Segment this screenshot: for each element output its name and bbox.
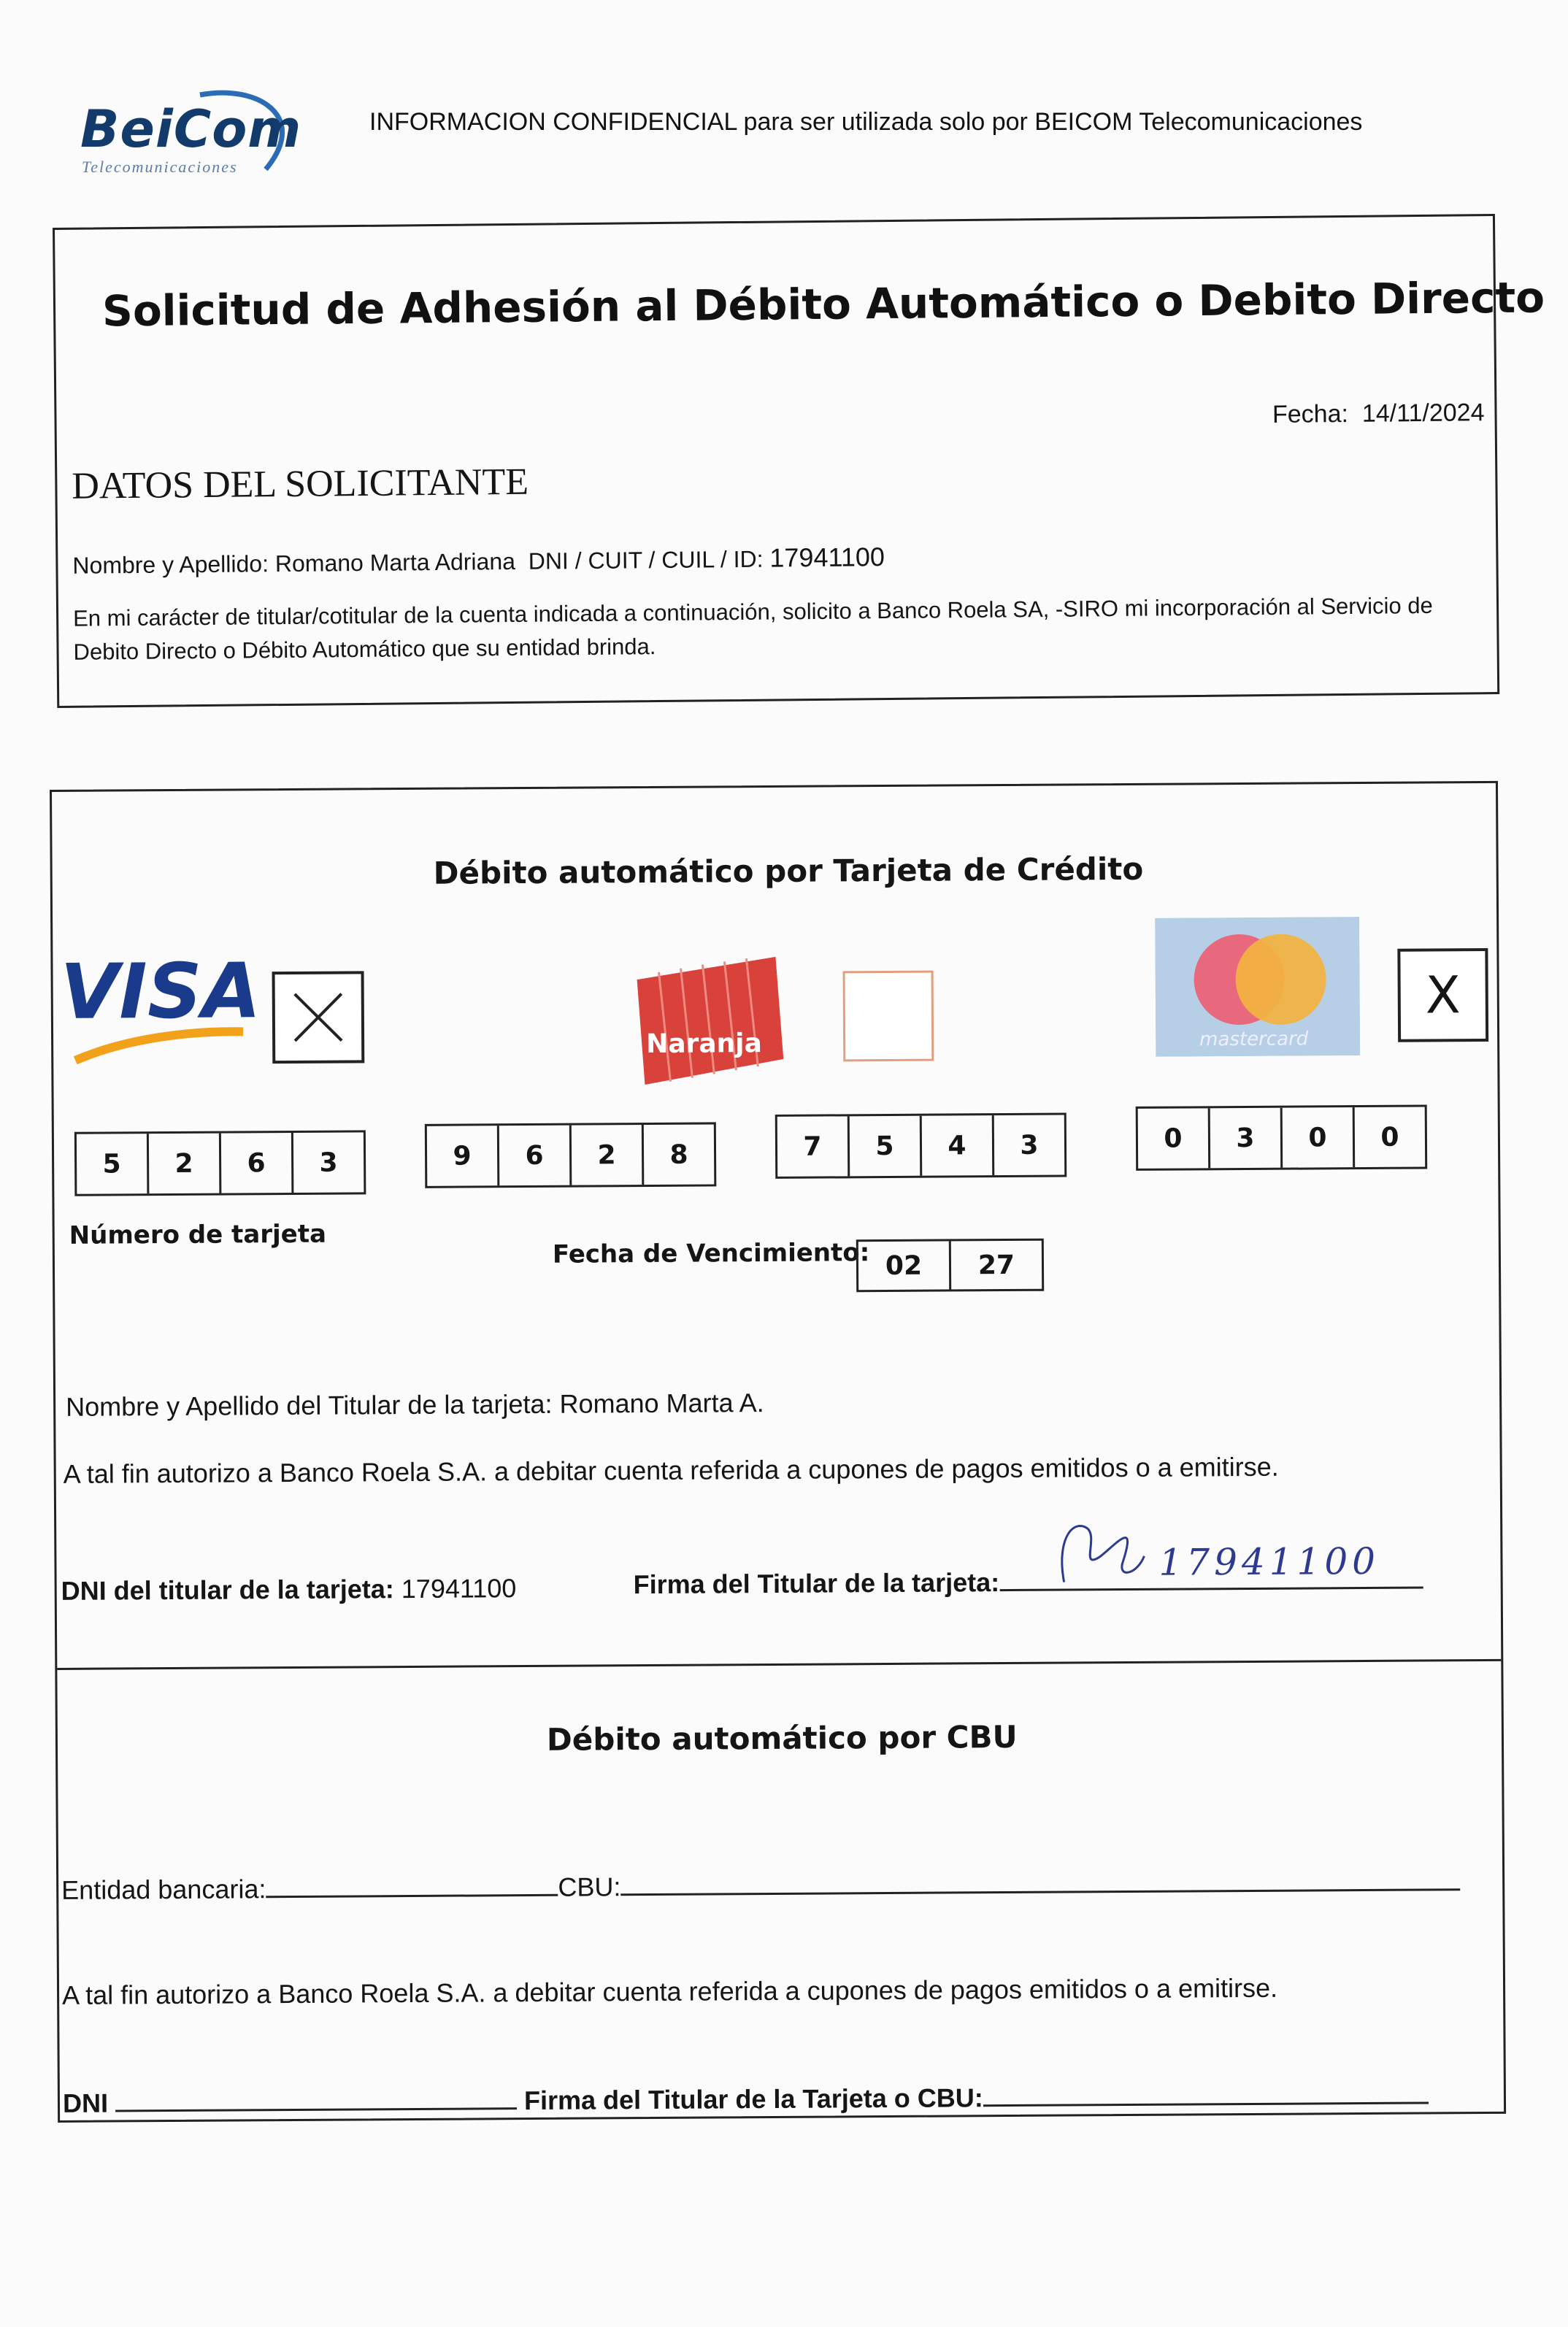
card-number-group-3[interactable] (775, 1113, 1067, 1179)
cbu-title: Débito automático por CBU (546, 1718, 1018, 1758)
confidential-notice: INFORMACION CONFIDENCIAL para ser utilizada solo por BEICOM Telecomunicaciones (369, 108, 1363, 136)
beicom-logo (76, 88, 310, 182)
card-digit: 5 (848, 1116, 920, 1177)
cbu-authorize-text: A tal fin autorizo a Banco Roela S.A. a debitar cuenta referida a cupones de pagos emitidos o a emitirse. (61, 1972, 1278, 2010)
svg-text:mastercard: mastercard (1199, 1028, 1309, 1051)
id-value: 17941100 (769, 542, 885, 573)
card-digit: 0 (1164, 1123, 1183, 1154)
card-digit: 2 (569, 1125, 642, 1185)
form-title: Solicitud de Adhesión al Débito Automático o Debito Directo (101, 272, 1545, 336)
bank-input-line[interactable] (266, 1868, 558, 1898)
date-value: 14/11/2024 (1361, 399, 1485, 428)
bank-label: Entidad bancaria: (61, 1874, 266, 1905)
card-digit: 3 (1208, 1108, 1280, 1169)
card-digit: 8 (642, 1124, 714, 1185)
logo-subtitle: Telecomunicaciones (82, 158, 238, 176)
name-value: Romano Marta Adriana (274, 547, 516, 577)
naranja-checkbox[interactable] (843, 971, 934, 1062)
cbu-dni-label: DNI (62, 2088, 109, 2118)
cbu-signature-underline[interactable] (983, 2075, 1429, 2107)
card-number-group-1[interactable] (74, 1130, 366, 1196)
name-label: Nombre y Apellido: (72, 550, 269, 579)
card-digit: 0 (1353, 1107, 1425, 1168)
card-number-group-4[interactable] (1136, 1104, 1428, 1170)
visa-checkbox[interactable] (272, 971, 365, 1064)
svg-text:Naranja: Naranja (646, 1028, 763, 1060)
card-digit: 2 (147, 1134, 219, 1194)
holder-value: Romano Marta A. (559, 1388, 764, 1419)
card-holder-dni (61, 1573, 517, 1607)
naranja-logo (629, 957, 786, 1085)
section-heading: DATOS DEL SOLICITANTE (72, 461, 529, 507)
card-digit: 7 (803, 1131, 822, 1162)
section-divider (57, 1659, 1501, 1670)
applicant-name-line (72, 542, 885, 580)
bank-cbu-line[interactable] (61, 1862, 1460, 1906)
date-field (1272, 399, 1485, 429)
card-digit: 3 (291, 1132, 364, 1193)
x-mark-icon (289, 988, 347, 1047)
card-digit: 4 (920, 1115, 992, 1176)
card-number-label: Número de tarjeta (69, 1219, 327, 1250)
logo-text: BeiCom (80, 99, 302, 159)
svg-text:VISA: VISA (60, 949, 261, 1036)
expiry-field[interactable] (856, 1239, 1044, 1293)
card-digit: 6 (219, 1133, 291, 1193)
debit-section (50, 781, 1506, 2123)
dni-input-line[interactable] (115, 2081, 517, 2112)
card-dni-label: DNI del titular de la tarjeta: (61, 1574, 394, 1606)
cbu-label: CBU: (558, 1872, 621, 1902)
applicant-section (53, 214, 1545, 708)
id-label: DNI / CUIT / CUIL / ID: (528, 545, 764, 574)
card-digit: 5 (102, 1148, 121, 1180)
card-authorize-text: A tal fin autorizo a Banco Roela S.A. a debitar cuenta referida a cupones de pagos emitidos o a emitirse. (63, 1451, 1279, 1489)
expiry-label: Fecha de Vencimiento: (552, 1238, 870, 1269)
visa-logo (60, 950, 294, 1075)
card-dni-value: 17941100 (401, 1573, 517, 1604)
expiry-month: 02 (885, 1250, 923, 1281)
declaration-text: En mi carácter de titular/cotitular de la cuenta indicada a continuación, solicito a Banco Roela SA, -SIRO mi incorporación al Servicio de Debito Directo o Débito Automático que su entidad brinda. (72, 592, 1433, 665)
card-digit: 3 (992, 1115, 1064, 1176)
card-digit: 6 (497, 1126, 569, 1186)
holder-label: Nombre y Apellido del Titular de la tarjeta: (66, 1388, 553, 1422)
mastercard-checkbox[interactable]: X (1397, 948, 1488, 1042)
card-digit: 9 (453, 1140, 472, 1172)
card-digit: 0 (1280, 1107, 1353, 1168)
expiry-year: 27 (949, 1241, 1042, 1290)
card-number-group-2[interactable] (425, 1122, 717, 1188)
handwritten-number: 17941100 (1158, 1539, 1380, 1584)
holder-line (66, 1388, 764, 1423)
credit-card-title: Débito automático por Tarjeta de Crédito (433, 850, 1144, 891)
cbu-signature-label: Firma del Titular de la Tarjeta o CBU: (523, 2082, 983, 2116)
cbu-input-line[interactable] (620, 1862, 1460, 1896)
date-label: Fecha: (1272, 399, 1349, 428)
cbu-signature-line[interactable] (63, 2075, 1429, 2118)
handwritten-signature (1049, 1511, 1380, 1597)
card-signature-label: Firma del Titular de la tarjeta: (633, 1567, 1000, 1600)
mastercard-logo (1155, 917, 1360, 1057)
